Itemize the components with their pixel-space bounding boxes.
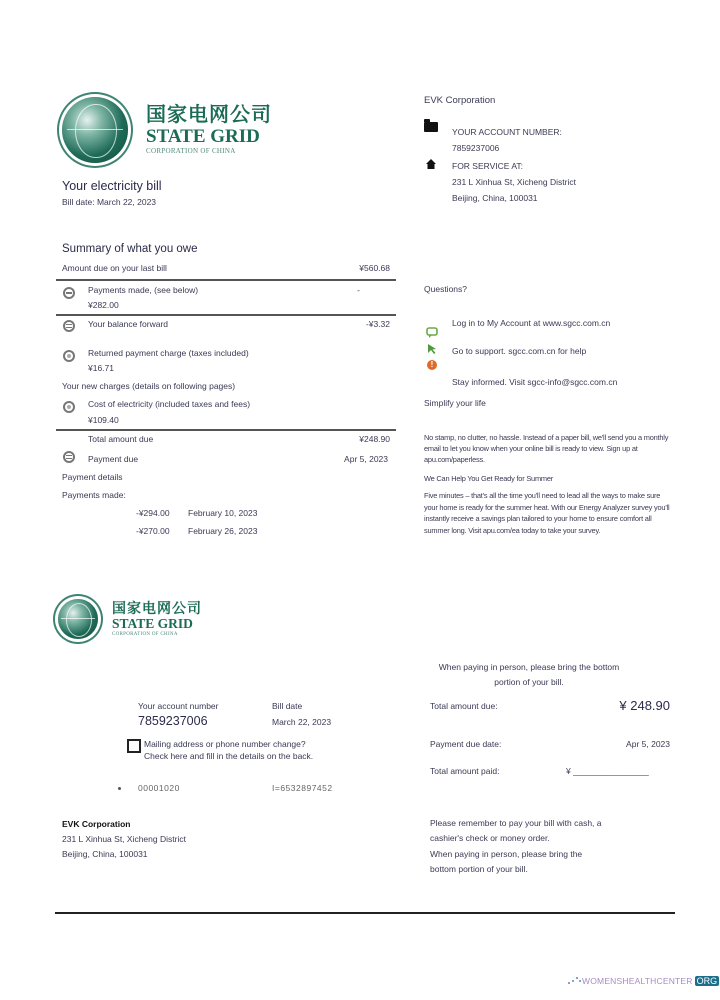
- payment-date: February 26, 2023: [188, 526, 258, 536]
- last-bill-label: Amount due on your last bill: [62, 263, 167, 273]
- payments-made-amount: -: [357, 285, 360, 295]
- stub-instruction: When paying in person, please bring the bottom portion of your bill.: [438, 662, 620, 687]
- returned-payment-label: Returned payment charge (taxes included): [88, 348, 249, 358]
- mail-address-line2: Beijing, China, 100031: [62, 849, 148, 859]
- brand-english-name: STATE GRID: [112, 616, 193, 631]
- stub-due-date-label: Payment due date:: [430, 739, 502, 749]
- divider: [56, 314, 396, 316]
- bill-title: Your electricity bill: [62, 179, 162, 193]
- chat-bubble-icon: [426, 326, 438, 336]
- home-icon: [425, 157, 437, 169]
- minus-circle-icon: [63, 287, 75, 299]
- watermark-suffix: ORG: [696, 976, 718, 986]
- questions-title: Questions?: [424, 284, 467, 294]
- balance-forward-amount: -¥3.32: [365, 319, 390, 329]
- service-address-line1: 231 L Xinhua St, Xicheng District: [452, 177, 576, 187]
- total-due-amount: ¥248.90: [359, 434, 390, 444]
- payments-made-heading: Payments made:: [62, 490, 126, 500]
- balance-forward-label: Your balance forward: [88, 319, 169, 329]
- stub-due-date-value: Apr 5, 2023: [626, 739, 670, 749]
- stub-bill-date: March 22, 2023: [272, 717, 332, 727]
- mail-address-line1: 231 L Xinhua St, Xicheng District: [62, 834, 186, 844]
- question-support[interactable]: Go to support. sgcc.com.cn for help: [452, 346, 587, 356]
- payment-due-label: Payment due: [88, 454, 139, 464]
- globe-logo-icon: [62, 97, 128, 163]
- mail-company: EVK Corporation: [62, 819, 131, 829]
- folder-icon: [424, 122, 438, 132]
- stub-bill-date-label: Bill date: [272, 701, 303, 711]
- brand-subtitle: CORPORATION OF CHINA: [112, 632, 178, 637]
- summary-title: Summary of what you owe: [62, 243, 198, 255]
- stub-code-left: 00001020: [138, 783, 180, 793]
- state-grid-logo: [62, 97, 272, 163]
- equal-circle-icon: [63, 320, 75, 332]
- cursor-icon: [427, 342, 437, 352]
- address-change-line2: Check here and fill in the details on the back.: [144, 751, 314, 761]
- summer-text: Five minutes – that's all the time you'll need to lead all the ways to make sure your home is ready for the summer heat. With our Energy Analyzer survey you'll instantly receive a savings plan tailored to your home to ensure comfort all summer long. Visit apu.com/ea today to take your survey.: [424, 491, 670, 535]
- brand-subtitle: CORPORATION OF CHINA: [146, 147, 236, 155]
- divider: [56, 429, 396, 431]
- total-due-label: Total amount due: [88, 434, 154, 444]
- equal-circle-icon: [63, 451, 75, 463]
- bottom-divider: [55, 912, 675, 914]
- question-stay-informed[interactable]: Stay informed. Visit sgcc-info@sgcc.com.cn: [452, 377, 618, 387]
- cost-electricity-label: Cost of electricity (included taxes and fees): [88, 399, 251, 409]
- payments-made-value: ¥282.00: [88, 300, 119, 310]
- stub-total-due-value: ¥ 248.90: [619, 698, 670, 713]
- payments-made-label: Payments made, (see below): [88, 285, 199, 295]
- state-grid-logo-stub: [58, 599, 202, 639]
- stub-paid-input[interactable]: ¥ ________________: [566, 766, 649, 776]
- summer-title: We Can Help You Get Ready for Summer: [424, 474, 554, 483]
- new-charges-label: Your new charges (details on following pages): [62, 381, 236, 391]
- brand-chinese-name: 国家电网公司: [146, 104, 272, 126]
- stub-total-due-label: Total amount due:: [430, 701, 498, 711]
- payment-amount: -¥270.00: [136, 526, 170, 536]
- account-number-label: YOUR ACCOUNT NUMBER:: [452, 127, 562, 137]
- payment-date: February 10, 2023: [188, 508, 258, 518]
- plus-circle-icon: [63, 350, 75, 362]
- simplify-title: Simplify your life: [424, 398, 486, 408]
- service-address-line2: Beijing, China, 100031: [452, 193, 538, 203]
- watermark: [568, 976, 719, 986]
- payment-due-date: Apr 5, 2023: [344, 454, 388, 464]
- payment-details-label: Payment details: [62, 472, 123, 482]
- bullet-dot: [118, 787, 121, 790]
- address-change-checkbox[interactable]: [127, 739, 141, 753]
- paperless-text: No stamp, no clutter, no hassle. Instead of a paper bill, we'll send you a monthly email to let you know when your online bill is ready to view. Sign up at apu.com/paperless.: [424, 433, 669, 464]
- cost-electricity-value: ¥109.40: [88, 415, 119, 425]
- stub-account-number-label: Your account number: [138, 701, 219, 711]
- reminder-line4: bottom portion of your bill.: [430, 864, 528, 874]
- customer-company: EVK Corporation: [424, 95, 496, 106]
- stub-code-right: I=6532897452: [272, 783, 333, 793]
- divider: [56, 279, 396, 281]
- address-change-line1: Mailing address or phone number change?: [144, 739, 306, 749]
- bill-date: Bill date: March 22, 2023: [62, 197, 157, 207]
- watermark-dots-icon: [568, 976, 582, 986]
- stub-account-number: 7859237006: [138, 714, 208, 728]
- reminder-line1: Please remember to pay your bill with cash, a: [430, 818, 602, 828]
- reminder-line2: cashier's check or money order.: [430, 833, 550, 843]
- payment-amount: -¥294.00: [136, 508, 170, 518]
- reminder-line3: When paying in person, please bring the: [430, 849, 583, 859]
- brand-english-name: STATE GRID: [146, 126, 260, 147]
- last-bill-amount: ¥560.68: [359, 263, 390, 273]
- alert-icon: !: [427, 360, 437, 370]
- account-number: 7859237006: [452, 143, 500, 153]
- stub-paid-label: Total amount paid:: [430, 766, 500, 776]
- plus-circle-icon: [63, 401, 75, 413]
- globe-logo-icon: [58, 599, 98, 639]
- returned-payment-value: ¥16.71: [88, 363, 114, 373]
- service-label: FOR SERVICE AT:: [452, 161, 524, 171]
- question-login[interactable]: Log in to My Account at www.sgcc.com.cn: [452, 318, 611, 328]
- watermark-text: WOMENSHEALTHCENTER: [582, 976, 693, 986]
- brand-chinese-name: 国家电网公司: [112, 600, 202, 616]
